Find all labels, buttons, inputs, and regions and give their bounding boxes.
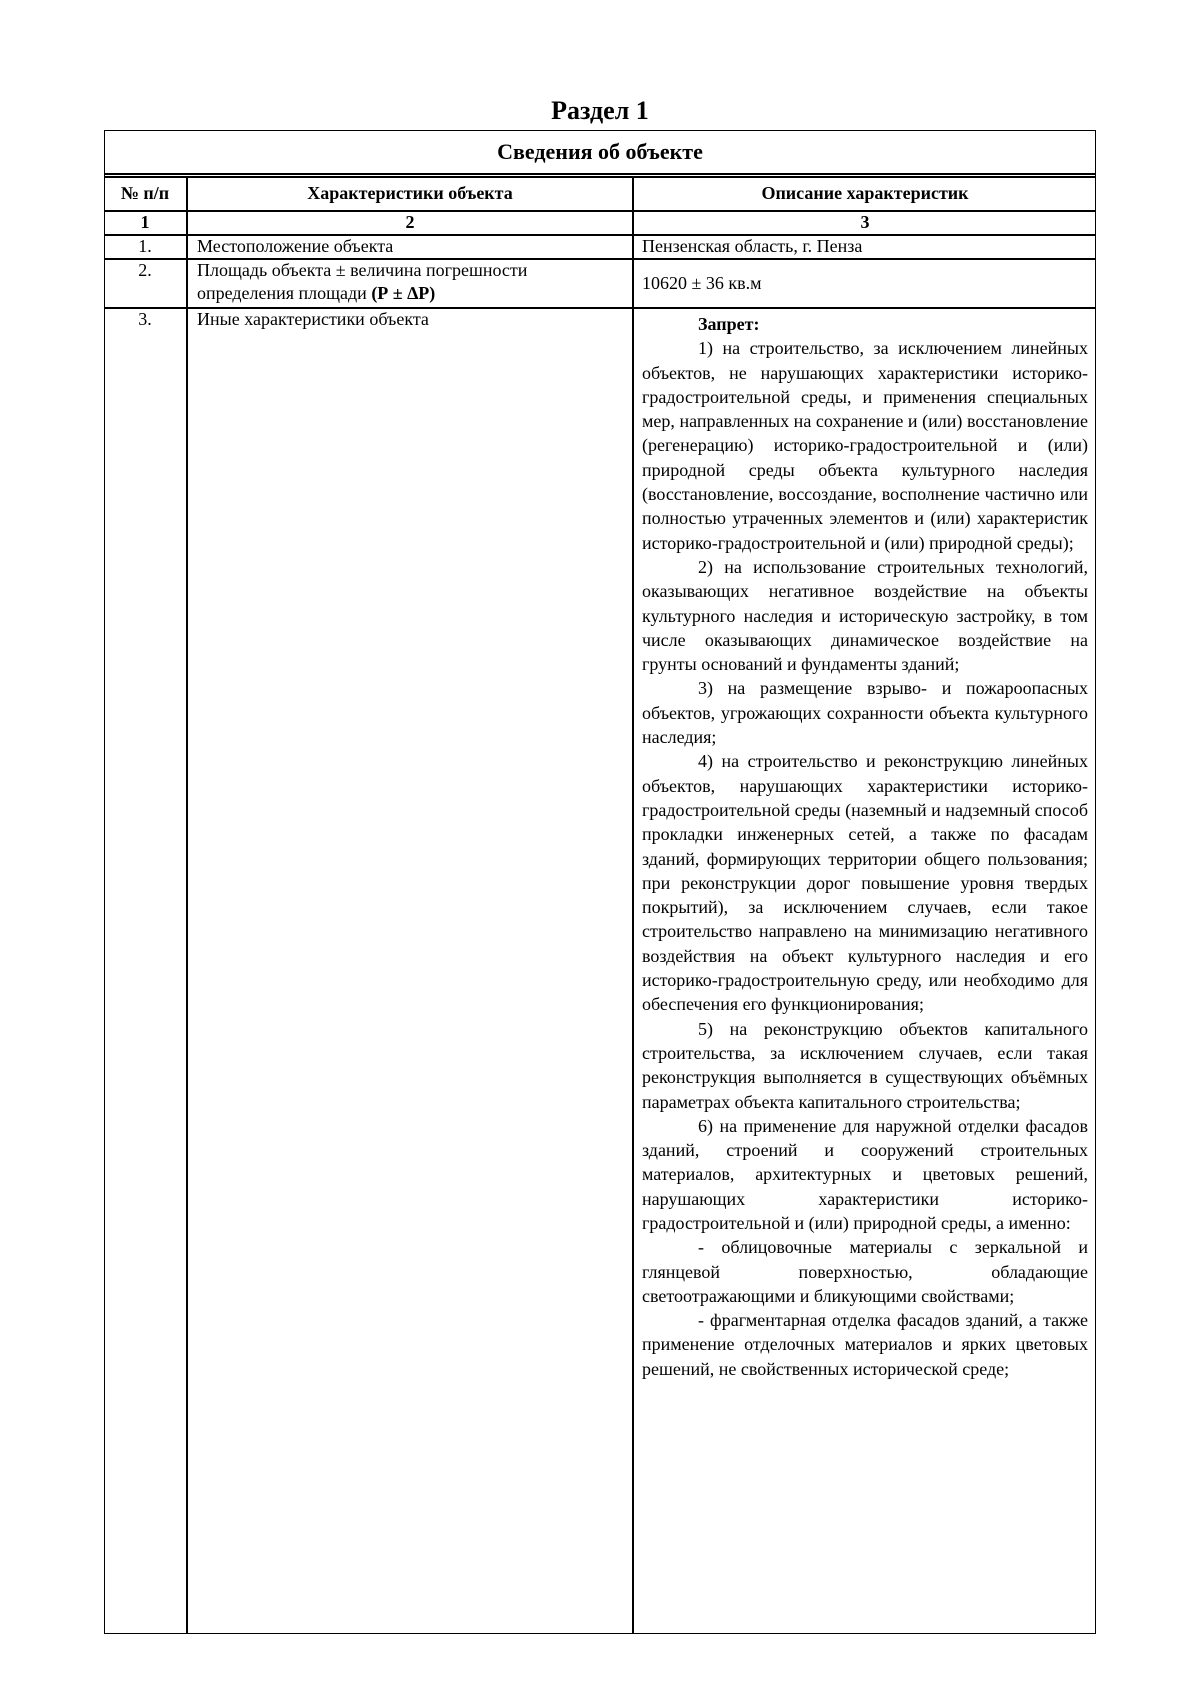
section-heading: Раздел 1 [551, 96, 649, 125]
prohibition-subitem: - фрагментарная отделка фасадов зданий, а также применение отделочных материалов и ярких цветовых решений, не свойственных исторической среде; [642, 1310, 1088, 1379]
prohibition-item: 1) на строительство, за исключением линейных объектов, не нарушающих характеристики историко-градостроительной среды, и применения специальных мер, направленных на сохранение и (или) восстановление (регенерацию) историко-градостроительной и (или) природной среды объекта культурного наследия (восстановление, воссоздание, восполнение частично или полностью утраченных элементов и (или) характеристик историко-градостроительной и (или) природной среды); [642, 338, 1088, 553]
prohibition-item: 5) на реконструкцию объектов капитального строительства, за исключением случаев, если такая реконструкция выполняется в существующих объёмных параметрах объекта капитального строительства; [642, 1018, 1088, 1112]
row-2-name-line-1: Площадь объекта ± величина погрешности [197, 260, 528, 280]
row-1-value: Пензенская область, г. Пенза [642, 236, 863, 256]
row-1-num: 1. [138, 236, 152, 256]
row-2-num: 2. [138, 260, 152, 280]
row-1-name: Местоположение объекта [197, 236, 394, 256]
header-num: № п/п [120, 183, 170, 203]
row-3-num: 3. [138, 309, 152, 329]
index-col-3: 3 [860, 212, 870, 232]
table-title: Сведения об объекте [497, 139, 703, 164]
row-2-name-line-2 [197, 282, 627, 305]
column-divider-1 [186, 176, 188, 1634]
prohibition-item: 3) на размещение взрыво- и пожароопасных объектов, угрожающих сохранности объекта культурного наследия; [642, 678, 1088, 748]
index-col-2: 2 [405, 212, 415, 232]
header-characteristics: Характеристики объекта [307, 183, 513, 203]
prohibition-subitem: - облицовочные материалы с зеркальной и глянцевой поверхностью, обладающие светоотражающими и бликующими свойствами; [642, 1237, 1088, 1306]
row-3-name: Иные характеристики объекта [197, 309, 429, 329]
index-col-1: 1 [140, 212, 150, 232]
row-3-description [642, 312, 1088, 1381]
row-2-value: 10620 ± 36 кв.м [642, 273, 762, 293]
rule-below-title-2 [104, 176, 1096, 178]
prohibition-item: 4) на строительство и реконструкцию линейных объектов, нарушающих характеристики историко-градостроительной среды (наземный и надземный способ прокладки инженерных сетей, а также по фасадам зданий, формирующих территории общего пользования; при реконструкции дорог повышение уровня твердых покрытий), за исключением случаев, если такое строительство направлено на минимизацию негативного воздействия на объект культурного наследия и его историко-градостроительную среду, или необходимо для обеспечения его функционирования; [642, 751, 1088, 1015]
prohibition-heading: Запрет: [698, 314, 760, 334]
row-2-formula: (Р ± ∆Р) [371, 283, 436, 303]
prohibition-item: 2) на использование строительных технологий, оказывающих негативное воздействие на объекты культурного наследия и историческую застройку, в том числе оказывающих динамическое воздействие на грунты оснований и фундаменты зданий; [642, 556, 1088, 675]
row-2-name-line-2-text: определения площади [197, 283, 372, 303]
prohibition-item: 6) на применение для наружной отделки фасадов зданий, строений и сооружений строительных материалов, архитектурных и цветовых решений, нарушающих характеристики историко-градостроительной и (или) природной среды, а именно: [642, 1115, 1088, 1233]
row-2-name [197, 259, 627, 305]
rule-below-title [104, 173, 1096, 175]
header-description: Описание характеристик [761, 183, 969, 203]
column-divider-2 [632, 176, 634, 1634]
